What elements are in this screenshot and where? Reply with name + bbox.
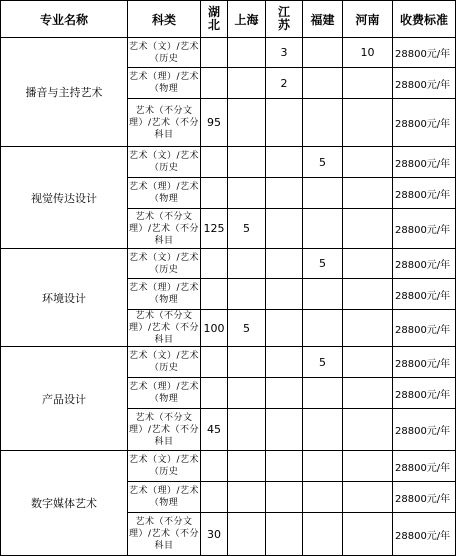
quota-cell-fujian [303,99,343,147]
quota-cell-jiangsu [266,378,303,409]
quota-cell-jiangsu [266,347,303,378]
quota-cell-hubei [201,38,228,68]
fee-cell: 28800元/年 [393,347,456,378]
quota-cell-shanghai [228,378,266,409]
quota-cell-shanghai [228,409,266,451]
quota-cell-fujian [303,310,343,347]
category-cell: 艺术（文）/艺术（历史 [128,249,201,279]
quota-cell-fujian: 5 [303,147,343,178]
fee-cell: 28800元/年 [393,409,456,451]
header-major: 专业名称 [1,1,128,38]
quota-cell-shanghai [228,347,266,378]
fee-cell: 28800元/年 [393,378,456,409]
header-category: 科类 [128,1,201,38]
header-fujian: 福建 [303,1,343,38]
table-row [1,147,456,178]
table-header [1,1,456,38]
header-shanghai: 上海 [228,1,266,38]
table-row [1,347,456,378]
quota-cell-jiangsu [266,147,303,178]
quota-cell-shanghai: 5 [228,310,266,347]
category-cell: 艺术（文）/艺术（历史 [128,147,201,178]
quota-cell-jiangsu [266,99,303,147]
quota-cell-jiangsu [266,513,303,556]
fee-cell: 28800元/年 [393,249,456,279]
quota-cell-fujian [303,38,343,68]
quota-cell-henan [343,310,393,347]
quota-cell-henan [343,68,393,99]
major-name-cell: 产品设计 [1,347,128,451]
category-cell: 艺术（理）/艺术（物理 [128,279,201,310]
quota-cell-fujian [303,68,343,99]
category-cell: 艺术（不分文理）/艺术（不分科目 [128,409,201,451]
quota-cell-fujian [303,209,343,249]
quota-cell-fujian: 5 [303,249,343,279]
fee-cell: 28800元/年 [393,482,456,513]
fee-cell: 28800元/年 [393,279,456,310]
fee-cell: 28800元/年 [393,209,456,249]
header-fee: 收费标准 [393,1,456,38]
quota-cell-hubei: 95 [201,99,228,147]
fee-cell: 28800元/年 [393,68,456,99]
major-name-cell: 播音与主持艺术 [1,38,128,147]
major-name-cell: 视觉传达设计 [1,147,128,249]
quota-cell-henan [343,249,393,279]
category-cell: 艺术（理）/艺术（物理 [128,68,201,99]
quota-cell-henan [343,279,393,310]
quota-cell-jiangsu [266,409,303,451]
quota-cell-shanghai [228,249,266,279]
quota-cell-shanghai: 5 [228,209,266,249]
category-cell: 艺术（文）/艺术（历史 [128,347,201,378]
quota-cell-hubei [201,347,228,378]
quota-cell-henan [343,347,393,378]
quota-cell-jiangsu [266,451,303,482]
table-row [1,451,456,482]
quota-cell-hubei [201,249,228,279]
header-henan: 河南 [343,1,393,38]
category-cell: 艺术（不分文理）/艺术（不分科目 [128,209,201,249]
quota-cell-hubei [201,378,228,409]
quota-cell-hubei [201,451,228,482]
quota-cell-hubei [201,147,228,178]
fee-cell: 28800元/年 [393,513,456,556]
header-hubei [201,1,228,38]
category-cell: 艺术（理）/艺术（物理 [128,378,201,409]
quota-cell-fujian [303,279,343,310]
quota-cell-shanghai [228,513,266,556]
quota-cell-jiangsu [266,178,303,209]
quota-cell-jiangsu [266,249,303,279]
quota-cell-jiangsu [266,279,303,310]
quota-cell-fujian [303,482,343,513]
fee-cell: 28800元/年 [393,147,456,178]
table-row [1,38,456,68]
quota-cell-hubei: 30 [201,513,228,556]
major-name-cell: 环境设计 [1,249,128,347]
category-cell: 艺术（理）/艺术（物理 [128,178,201,209]
category-cell: 艺术（理）/艺术（物理 [128,482,201,513]
category-cell: 艺术（文）/艺术（历史 [128,38,201,68]
quota-cell-fujian [303,451,343,482]
fee-cell: 28800元/年 [393,451,456,482]
header-row [1,1,456,38]
category-cell: 艺术（不分文理）/艺术（不分科目 [128,311,200,345]
quota-cell-henan: 10 [343,38,393,68]
quota-cell-hubei [201,482,228,513]
quota-cell-henan [343,513,393,556]
quota-cell-jiangsu [266,209,303,249]
quota-cell-jiangsu [266,310,303,347]
quota-cell-fujian [303,409,343,451]
quota-cell-henan [343,209,393,249]
quota-cell-shanghai [228,451,266,482]
quota-cell-jiangsu: 2 [266,68,303,99]
quota-cell-henan [343,147,393,178]
quota-cell-fujian [303,378,343,409]
quota-cell-hubei [201,279,228,310]
category-cell: 艺术（文）/艺术（历史 [128,451,201,482]
category-cell: 艺术（不分文理）/艺术（不分科目 [128,513,201,556]
quota-cell-hubei [201,68,228,99]
fee-cell: 28800元/年 [393,178,456,209]
quota-cell-shanghai [228,99,266,147]
quota-cell-shanghai [228,279,266,310]
header-hubei-label: 湖北 [207,5,220,32]
quota-cell-shanghai [228,482,266,513]
quota-cell-hubei [201,178,228,209]
quota-cell-henan [343,99,393,147]
quota-cell-fujian [303,513,343,556]
quota-cell-hubei: 100 [201,310,228,347]
quota-cell-jiangsu [266,482,303,513]
quota-cell-fujian [303,178,343,209]
quota-cell-shanghai [228,178,266,209]
quota-cell-shanghai [228,38,266,68]
category-cell: 艺术（不分文理）/艺术（不分科目 [128,99,201,147]
quota-cell-fujian: 5 [303,347,343,378]
quota-cell-henan [343,482,393,513]
quota-cell-shanghai [228,147,266,178]
quota-cell-jiangsu: 3 [266,38,303,68]
table-body [1,38,456,556]
quota-cell-henan [343,378,393,409]
major-name-cell: 数字媒体艺术 [1,451,128,556]
header-jiangsu [266,1,303,38]
header-jiangsu-label: 江苏 [277,5,290,32]
quota-cell-henan [343,409,393,451]
fee-cell: 28800元/年 [393,99,456,147]
quota-cell-henan [343,178,393,209]
quota-cell-hubei: 45 [201,409,228,451]
quota-cell-henan [343,451,393,482]
fee-cell: 28800元/年 [393,38,456,68]
fee-cell: 28800元/年 [393,310,456,347]
quota-cell-shanghai [228,68,266,99]
quota-cell-hubei: 125 [201,209,228,249]
table-row [1,249,456,279]
